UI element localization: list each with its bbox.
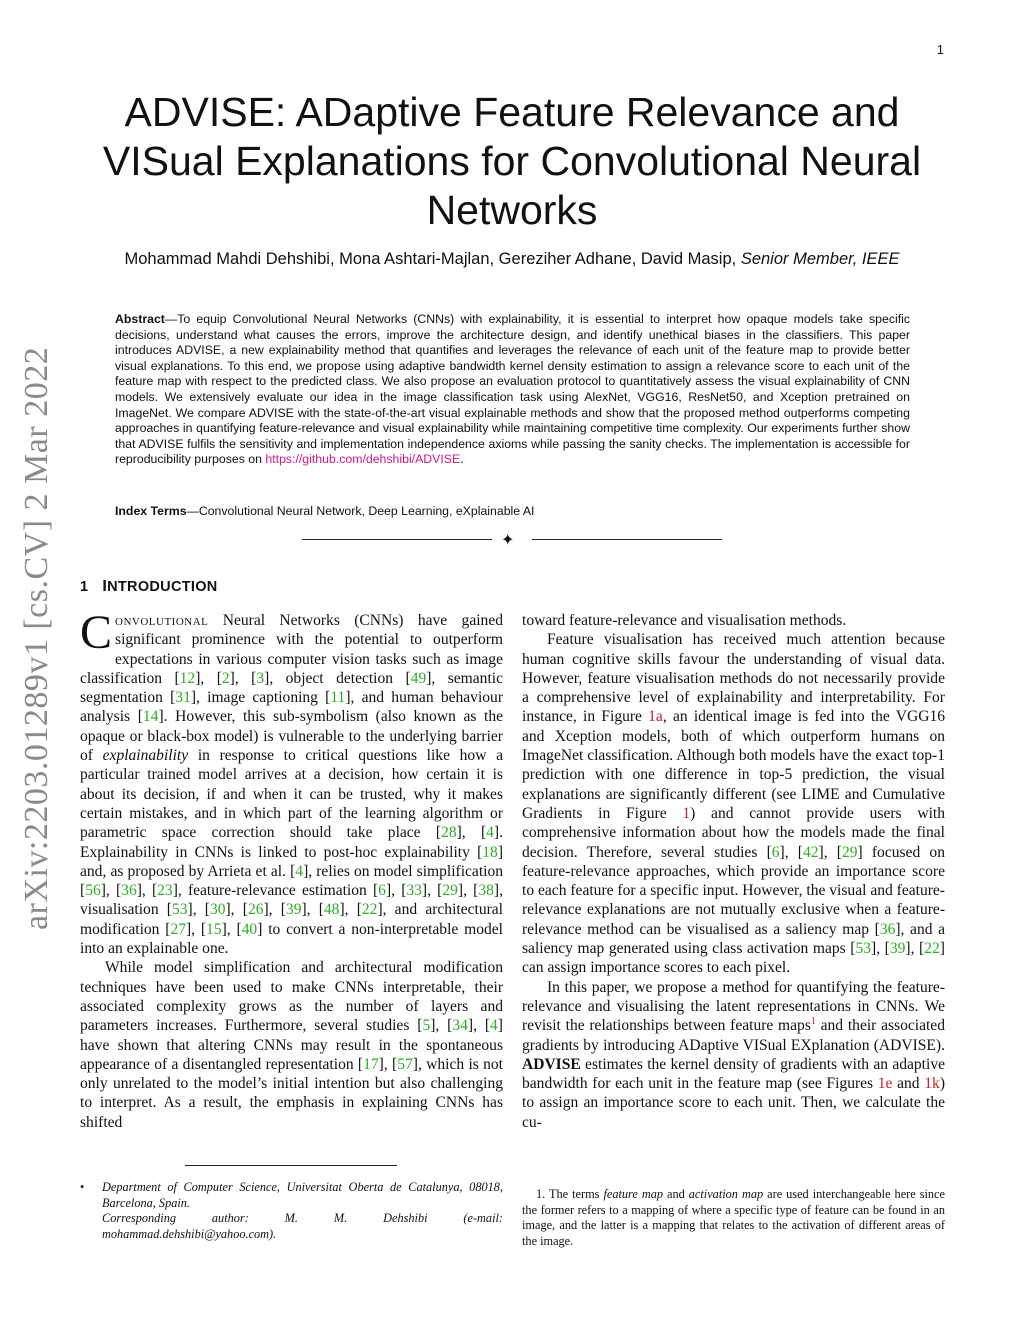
intro-paragraph-2 <box>80 958 503 1132</box>
text-run: and <box>892 1075 925 1093</box>
citation-link[interactable]: 42 <box>802 843 819 861</box>
text-run: ], [ <box>136 882 158 900</box>
text-run: ], [ <box>185 920 207 938</box>
separator-star-icon: ✦ <box>501 530 515 549</box>
citation-link[interactable]: 39 <box>285 901 302 919</box>
citation-link[interactable]: 15 <box>206 920 222 938</box>
footnote-text <box>522 1187 945 1249</box>
text-run: ], relies on model simplification [ <box>80 862 504 900</box>
text-run: are used interchangeable here since the former refers to a mapping of where a specific type of feature can be found in an image, and the latter is a mapping that relates to the activation of different areas of the image. <box>522 1187 945 1248</box>
citation-link[interactable]: 22 <box>924 940 940 958</box>
citation-link[interactable]: 29 <box>442 882 458 900</box>
citation-link[interactable]: 34 <box>452 1017 468 1035</box>
text-run: ] and, as proposed by Arrieta et al. [ <box>80 843 503 880</box>
text-run: ], semantic segmentation [ <box>80 669 503 707</box>
citation-link[interactable]: 36 <box>879 920 896 938</box>
affiliation-footnote <box>80 1180 503 1242</box>
text-run: ], [ <box>385 882 407 900</box>
intro-paragraph-4 <box>522 630 945 977</box>
bullet-icon: • <box>80 1180 85 1194</box>
text-run: Feature visualisation has received much attention because human cognitive skills favour the understanding of visual data. However, feature visualisation methods do not necessarily provide a comprehensive level of explainability and interpretability. For instance, in Figure <box>522 631 945 726</box>
emphasis-explainability: explainability <box>102 747 189 765</box>
citation-link[interactable]: 6 <box>771 843 780 861</box>
text-run: ], [ <box>263 901 286 919</box>
text-run: ], [ <box>378 1055 398 1073</box>
footnote-marker[interactable]: 1 <box>810 1016 816 1028</box>
text-run: ], and architectural modification [ <box>80 901 504 938</box>
citation-link[interactable]: 5 <box>422 1017 431 1035</box>
intro-paragraph-3-continued: toward feature-relevance and visualisation methods. <box>522 612 847 629</box>
text-run: ], [ <box>301 901 324 919</box>
citation-link[interactable]: 53 <box>171 901 188 919</box>
emphasis-activation-map: activation map <box>688 1187 764 1201</box>
abstract-label: Abstract <box>115 312 165 326</box>
text-run: estimates the kernel density of gradients with an adaptive bandwidth for each unit in the feature map (see Figures <box>522 1055 945 1093</box>
author-membership: Senior Member, IEEE <box>740 250 900 268</box>
intro-paragraph-1 <box>80 606 504 958</box>
text-run: ], [ <box>225 901 248 919</box>
github-link[interactable]: https://github.com/dehshibi/ADVISE <box>265 452 461 467</box>
citation-link[interactable]: 29 <box>841 843 858 861</box>
text-run: ], [ <box>457 882 479 900</box>
citation-link[interactable]: 14 <box>142 708 159 726</box>
citation-link[interactable]: 6 <box>378 882 386 900</box>
citation-link[interactable]: 2 <box>221 669 230 687</box>
right-column <box>522 611 945 1132</box>
smallcaps-word: onvolutional <box>115 612 209 629</box>
citation-link[interactable]: 18 <box>482 843 498 861</box>
citation-link[interactable]: 38 <box>478 882 494 900</box>
text-run: ], [ <box>221 920 242 938</box>
text-run: While model simplification and architectural modification techniques have been used to make CNNs interpretable, their associated complexity grows as the number of layers and parameters increases. Furthermore, several studies [ <box>80 959 503 1035</box>
text-run: ], [ <box>818 843 842 861</box>
text-run: ], [ <box>100 882 122 900</box>
text-run: ] can assign importance scores to each pixel. <box>522 940 945 977</box>
text-run: ], [ <box>871 940 890 958</box>
text-run: In this paper, we propose a method for quantifying the feature-relevance and visualising the latent representations in CNNs. We revisit the relationships between feature maps <box>522 978 945 1035</box>
index-terms-label: Index Terms <box>115 504 187 518</box>
citation-link[interactable]: 3 <box>256 669 265 687</box>
citation-link[interactable]: 4 <box>295 862 304 880</box>
text-run: , an identical image is fed into the VGG16 and Xception models, both of which outperform humans on ImageNet classification. Although both models have the exact top-1 prediction with one difference in top-5 prediction, the visual explanations are significantly different (see LIME and Cumulative Gradients in Figure <box>522 708 945 822</box>
citation-link[interactable]: 12 <box>179 669 196 687</box>
separator-line-right <box>532 539 722 540</box>
citation-link[interactable]: 27 <box>170 920 186 938</box>
text-run: ], image captioning [ <box>190 689 331 707</box>
separator-line-left <box>302 539 492 540</box>
advise-bold: ADVISE <box>522 1055 581 1073</box>
citation-link[interactable]: 36 <box>121 882 137 900</box>
citation-link[interactable]: 23 <box>157 882 173 900</box>
abstract-text: To equip Convolutional Neural Networks (CNNs) with explainability, it is essential to interpret how opaque models take specific decisions, understand what causes the errors, improve the architecture design, and identify unethical biases in the classifiers. This paper introduces ADVISE, a new explainability method that quantifies and leverages the relevance of each unit of the feature map to provide better visual explanations. To this end, we propose using adaptive bandwidth kernel density estimation to assign a relevance score to each unit of the feature map with respect to the predicted class. We also propose an evaluation protocol to quantitatively assess the visual explainability of CNN models. We extensively evaluate our idea in the image classification task using AlexNet, VGG16, ResNet50, and Xception pretrained on ImageNet. We compare ADVISE with the state-of-the-art visual explainable methods and show that the proposed method outperforms competing approaches in quantifying feature-relevance and visual explainability while maintaining competitive time complexity. Our experiments further show that ADVISE fulfils the sensitivity and implementation independence axioms while passing the sanity checks. The implementation is accessible for reproducibility purposes on <box>115 312 910 467</box>
section-number: 1 <box>80 579 89 595</box>
footnote-rule <box>185 1165 397 1166</box>
citation-link[interactable]: 56 <box>85 882 101 900</box>
text-run: ] focused on feature-relevance approaches, which provide an importance score to each feature for a specific input. However, the visual and feature-relevance explanations are not mutually exclusive when a feature-relevance method can be visualised as a saliency map [ <box>522 843 945 938</box>
index-terms-dash: — <box>186 504 199 518</box>
arxiv-stamp: arXiv:2203.01289v1 [cs.CV] 2 Mar 2022 <box>18 346 55 930</box>
text-run: ], object detection [ <box>264 669 411 687</box>
text-run: ], [ <box>195 669 222 687</box>
page-number: 1 <box>936 42 944 57</box>
drop-cap: C <box>80 606 113 659</box>
emphasis-feature-map: feature map <box>603 1187 664 1201</box>
text-run: ]. Explainability in CNNs is linked to post-hoc explainability [ <box>80 824 503 861</box>
text-run: and their associated gradients by introducing ADaptive VISual EXplanation (ADVISE). <box>522 1017 945 1054</box>
citation-link[interactable]: 4 <box>486 824 494 842</box>
figure-ref-link[interactable]: 1k <box>924 1075 940 1093</box>
author-list <box>60 250 964 269</box>
text-run: ], [ <box>456 824 487 842</box>
text-run: ], and human behaviour analysis [ <box>80 689 503 726</box>
text-run: ], [ <box>467 1017 491 1035</box>
figure-ref-link[interactable]: 1e <box>877 1075 893 1093</box>
citation-link[interactable]: 28 <box>441 824 457 842</box>
text-run: Neural Networks (CNNs) have gained significant prominence with the potential to outperform expectations in various computer vision tasks such as image classification [ <box>80 612 503 687</box>
affiliation-line-1: Department of Computer Science, Universitat Oberta de Catalunya, 08018, Barcelona, Spain. <box>102 1180 503 1210</box>
text-run: ], feature-relevance estimation [ <box>172 882 379 900</box>
citation-link[interactable]: 49 <box>410 669 427 687</box>
left-column <box>80 606 504 1132</box>
citation-link[interactable]: 17 <box>363 1055 379 1073</box>
terms-footnote <box>522 1187 945 1249</box>
index-terms <box>115 504 910 518</box>
text-run: ] to convert a non-interpretable model into an explainable one. <box>80 920 503 958</box>
citation-link[interactable]: 39 <box>889 940 906 958</box>
text-run: ], visualisation [ <box>80 882 503 919</box>
citation-link[interactable]: 48 <box>323 901 340 919</box>
citation-link[interactable]: 57 <box>397 1055 413 1073</box>
author-names: Mohammad Mahdi Dehshibi, Mona Ashtari-Majlan, Gereziher Adhane, David Masip, <box>124 250 737 268</box>
section-heading <box>80 578 218 596</box>
affiliation-line-2: Corresponding author: M. M. Dehshibi (e-mail: mohammad.dehshibi@yahoo.com). <box>102 1211 503 1241</box>
text-run: ], [ <box>779 843 803 861</box>
citation-link[interactable]: 4 <box>490 1017 498 1035</box>
citation-link[interactable]: 31 <box>175 689 191 707</box>
text-run: ], and a saliency map generated using class activation maps [ <box>522 920 946 958</box>
text-run: 1. The terms <box>536 1187 604 1201</box>
text-run: ], which is not only unrelated to the model’s initial intention but also challenging to interpret. As a result, the emphasis in explaining CNNs has shifted <box>80 1055 503 1131</box>
figure-ref-link[interactable]: 1a <box>648 708 663 726</box>
text-run: ] have shown that altering CNNs may result in the spontaneous appearance of a disentangled representation [ <box>80 1017 503 1073</box>
citation-link[interactable]: 26 <box>247 901 264 919</box>
text-run: ], [ <box>905 940 925 958</box>
text-run: ) and cannot provide users with comprehensive information about how the models made the final decision. Therefore, several studies [ <box>522 804 945 861</box>
text-run: ]. However, this sub-symbolism (also known as the opaque or black-box model) is vulnerable to the underlying barrier of <box>80 708 504 765</box>
citation-link[interactable]: 22 <box>361 901 378 919</box>
index-terms-text: Convolutional Neural Network, Deep Learning, eXplainable AI <box>198 504 535 518</box>
abstract <box>115 312 910 468</box>
text-run: ) to assign an importance score to each unit. Then, we calculate the cu- <box>522 1075 945 1131</box>
text-run: in response to critical questions like how a particular trained model arrives at a decision, how certain it is about its decision, if and when it can be trusted, why it makes certain mistakes, and in which part of the learning algorithm or parametric space correction should take place [ <box>80 747 504 842</box>
citation-link[interactable]: 30 <box>209 901 226 919</box>
intro-paragraph-5 <box>522 978 945 1132</box>
citation-link[interactable]: 11 <box>330 689 346 707</box>
text-run: ], [ <box>339 901 362 919</box>
text-run: ], [ <box>187 901 210 919</box>
text-run: and <box>663 1187 689 1201</box>
text-run: ], [ <box>430 1017 453 1035</box>
section-separator <box>302 530 722 550</box>
text-run: ], [ <box>229 669 257 687</box>
section-first-letter: I <box>102 578 108 595</box>
paper-title: ADVISE: ADaptive Feature Relevance and VISual Explanations for Convolutional Neural Networks <box>102 89 922 233</box>
section-title-rest: NTRODUCTION <box>107 579 218 595</box>
text-run: ], [ <box>421 882 443 900</box>
citation-link[interactable]: 53 <box>855 940 872 958</box>
abstract-dash: — <box>164 312 178 326</box>
abstract-end: . <box>460 452 464 467</box>
citation-link[interactable]: 33 <box>406 882 422 900</box>
citation-link[interactable]: 40 <box>241 920 258 938</box>
figure-ref-link[interactable]: 1 <box>682 804 691 822</box>
